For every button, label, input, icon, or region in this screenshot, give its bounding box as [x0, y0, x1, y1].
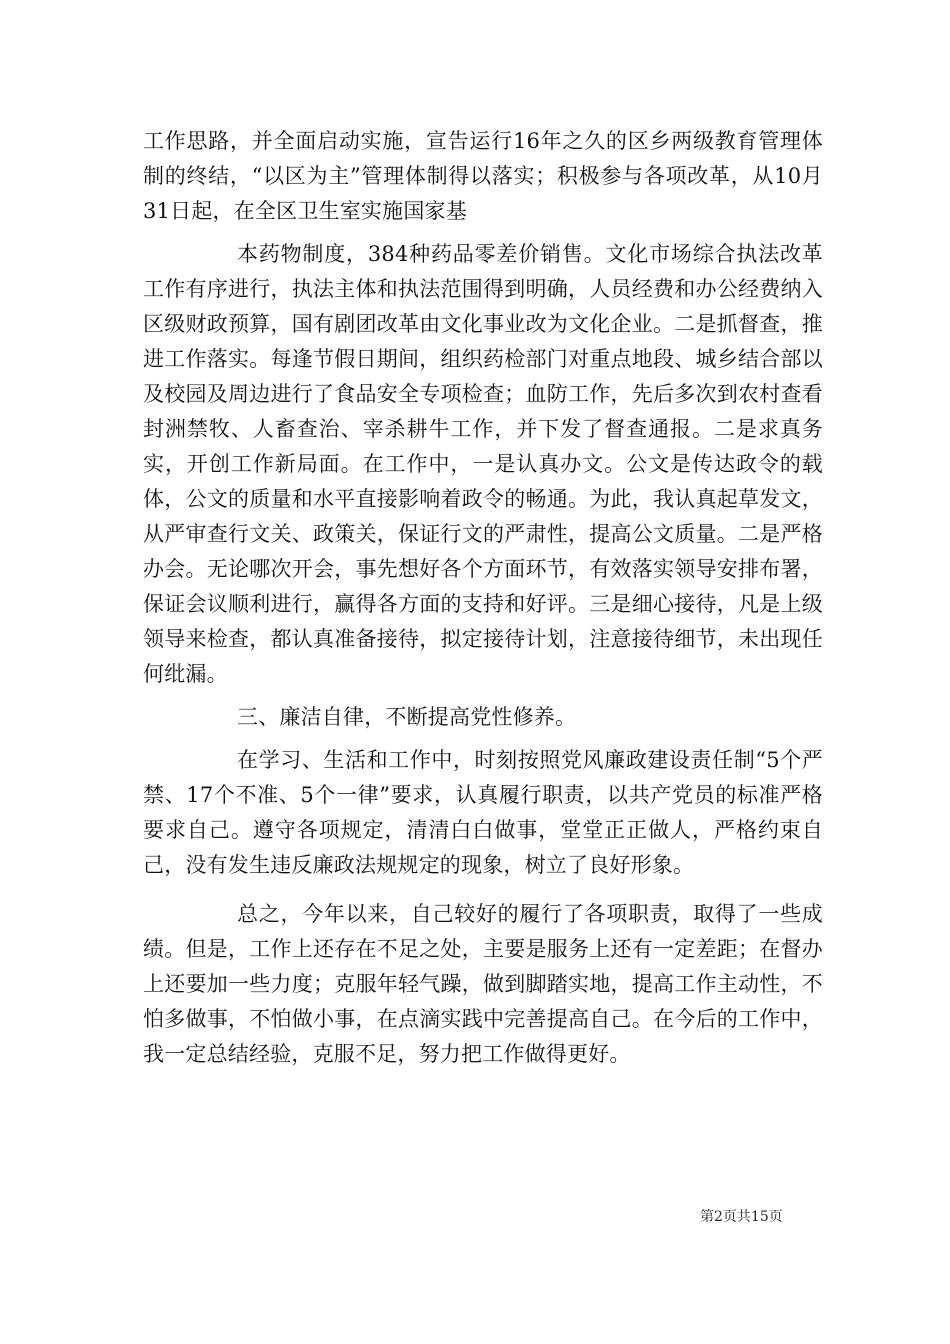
- section-heading-integrity: 三、廉洁自律，不断提高党性修养。: [237, 705, 577, 729]
- paragraph-continuation: 工作思路，并全面启动实施，宣告运行16年之久的区乡两级教育管理体制的终结，“以区为主”管理体制得以落实；积极参与各项改革，从10月31日起，在全区卫生室实施国家基: [143, 129, 823, 223]
- document-body: [143, 124, 823, 1072]
- paragraph-reform-and-work: 本药物制度，384种药品零差价销售。文化市场综合执法改革工作有序进行，执法主体和执法范围得到明确，人员经费和办公经费纳入区级财政预算，国有剧团改革由文化事业改为文化企业。二是抓督查，推进工作落实。每逢节假日期间，组织药检部门对重点地段、城乡结合部以及校园及周边进行了食品安全专项检查；血防工作，先后多次到农村查看封洲禁牧、人畜查治、宰杀耕牛工作，并下发了督查通报。二是求真务实，开创工作新局面。在工作中，一是认真办文。公文是传达政令的载体，公文的质量和水平直接影响着政令的畅通。为此，我认真起草发文，从严审查行文关、政策关，保证行文的严肃性，提高公文质量。二是严格办会。无论哪次开会，事先想好各个方面环节，有效落实领导安排布署，保证会议顺利进行，赢得各方面的支持和好评。三是细心接待，凡是上级领导来检查，都认真准备接待，拟定接待计划，注意接待细节，未出现任何纰漏。: [143, 242, 823, 686]
- page-number-footer: 第2页共15页: [700, 1209, 783, 1225]
- paragraph-integrity: 在学习、生活和工作中，时刻按照党风廉政建设责任制“5个严禁、17个不准、5个一律”要求，认真履行职责，以共产党员的标准严格要求自己。遵守各项规定，清清白白做事，堂堂正正做人，严格约束自己，没有发生违反廉政法规规定的现象，树立了良好形象。: [143, 748, 823, 877]
- paragraph-summary: 总之，今年以来，自己较好的履行了各项职责，取得了一些成绩。但是，工作上还存在不足之处，主要是服务上还有一定差距；在督办上还要加一些力度；克服年轻气躁，做到脚踏实地，提高工作主动性，不怕多做事，不怕做小事，在点滴实践中完善提高自己。在今后的工作中，我一定总结经验，克服不足，努力把工作做得更好。: [143, 902, 823, 1066]
